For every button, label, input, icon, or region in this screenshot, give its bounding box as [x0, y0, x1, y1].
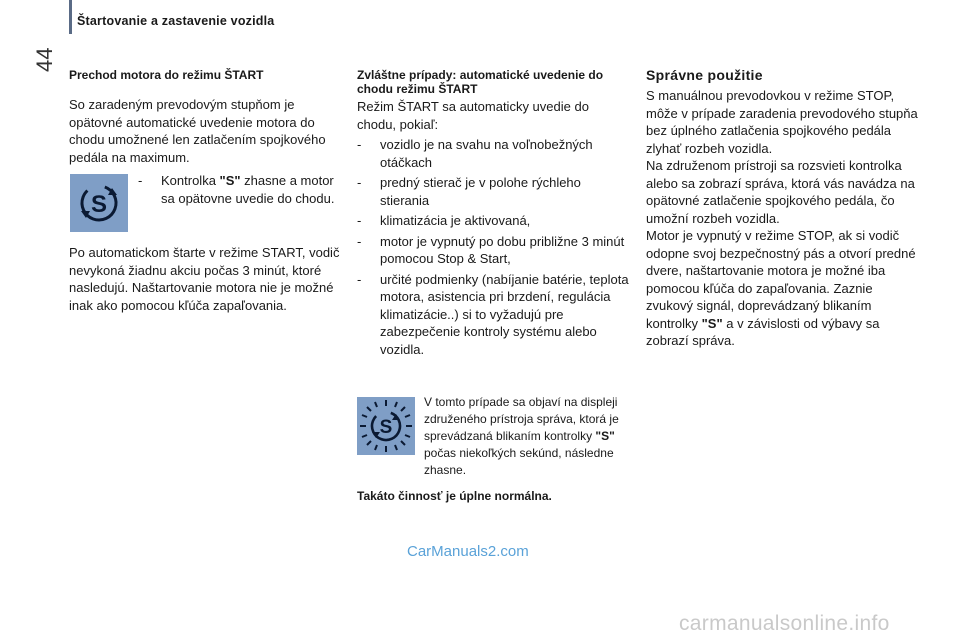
page-number: 44: [32, 47, 57, 72]
section-heading-correct-use: Správne použitie: [646, 67, 763, 83]
correct-use-p1: S manuálnou prevodovkou v režime STOP, môže v prípade zaradenia prevodového stupňa bez úplného zatlačenia spojkového pedála zlyhať rozbeh vozidla.: [646, 88, 918, 156]
header-accent-bar: [69, 0, 72, 34]
list-item: - určité podmienky (nabíjanie batérie, teplota motora, asistencia pri brzdení, regulácia klimatizácie..) si to vyžadujú pre zabezpečenie kontroly systému alebo vozidla.: [357, 271, 629, 359]
stop-start-s-icon: [70, 174, 128, 232]
stop-start-s-flashing-icon: [357, 397, 415, 455]
auto-start-note: Po automatickom štarte v režime START, vodič nevykoná žiadnu akciu počas 3 minút, ktoré nasledujú. Naštartovanie motora nie je možné inak ako pomocou kľúča zapaľovania.: [69, 245, 340, 313]
page-header-title: Štartovanie a zastavenie vozidla: [77, 14, 275, 28]
indicator-s-bullet: - Kontrolka "S" zhasne a motor sa opätovne uvedie do chodu.: [138, 172, 343, 210]
watermark-carmanuals2[interactable]: CarManuals2.com: [407, 543, 529, 560]
section-heading-special-cases: Zvláštne prípady: automatické uvedenie do chodu režimu ŠTART: [357, 68, 604, 96]
svg-text:S: S: [379, 417, 393, 438]
normal-operation-note: Takáto činnosť je úplne normálna.: [357, 489, 552, 503]
watermark-carmanualsonline[interactable]: carmanualsonline.info: [679, 612, 890, 635]
list-item: - vozidlo je na svahu na voľnobežných otáčkach: [357, 136, 629, 171]
special-cases-list: [357, 136, 629, 361]
list-item: - predný stierač je v polohe rýchleho stierania: [357, 174, 629, 209]
list-item: - motor je vypnutý po dobu približne 3 minút pomocou Stop & Start,: [357, 233, 629, 268]
correct-use-p2: Na združenom prístroji sa rozsvieti kontrolka alebo sa zobrazí správa, ktorá vás navádza na opätovné zatlačenie spojkového pedála, čo umožní rozbeh vozidla.: [646, 158, 915, 226]
special-cases-intro: Režim ŠTART sa automaticky uvedie do chodu, pokiaľ:: [357, 99, 589, 132]
correct-use-p3: Motor je vypnutý v režime STOP, ak si vodič odopne svoj bezpečnostný pás a otvorí predné dvere, naštartovanie motora je možné iba pomocou kľúča do zapaľovania. Zaznie zvukový signál, doprevádzaný blikaním kontrolky "S" a v závislosti od výbavy sa zobrazí správa.: [646, 228, 916, 348]
start-mode-intro: So zaradeným prevodovým stupňom je opätovné automatické uvedenie motora do chodu umožnené len zatlačením spojkového pedála na maximum.: [69, 97, 326, 165]
section-heading-start-mode: Prechod motora do režimu ŠTART: [69, 68, 264, 82]
flashing-indicator-note: V tomto prípade sa objaví na displeji združeného prístroja správa, ktorá je sprevádzaná blikaním kontrolky "S" počas niekoľkých sekúnd, následne zhasne.: [424, 395, 619, 477]
svg-text:S: S: [90, 191, 108, 218]
list-item: - klimatizácia je aktivovaná,: [357, 212, 629, 230]
